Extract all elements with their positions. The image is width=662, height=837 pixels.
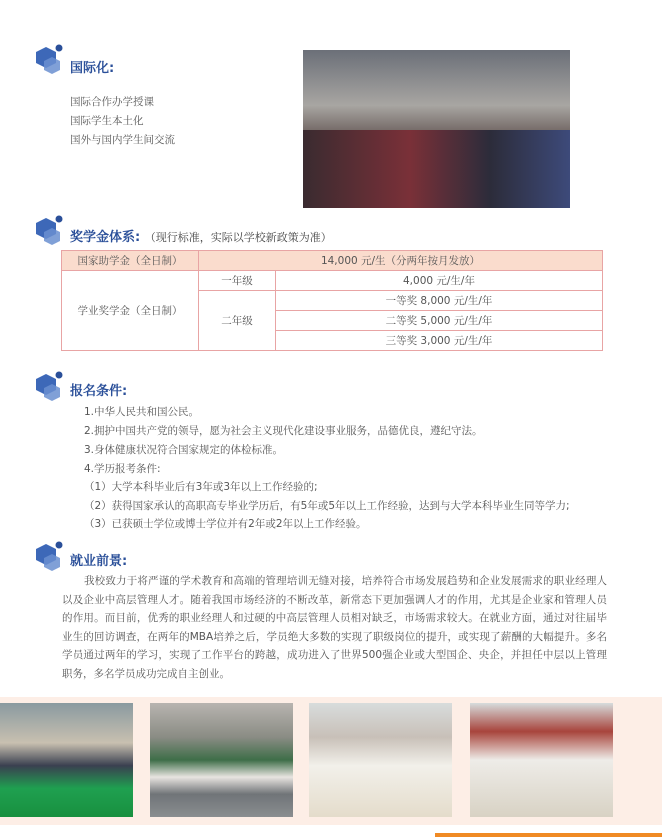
section-title-admission: 报名条件: <box>70 384 128 399</box>
indoor-activity-photo <box>309 703 452 817</box>
admission-item: 3.身体健康状况符合国家规定的体检标准。 <box>84 444 284 456</box>
section-title-career: 就业前景: <box>70 554 128 569</box>
admission-item: 1.中华人民共和国公民。 <box>84 406 200 418</box>
admission-item: 4.学历报考条件: <box>84 463 161 475</box>
year2-label: 二年级 <box>199 291 276 351</box>
year1-label: 一年级 <box>199 271 276 291</box>
year2-value: 一等奖 8,000 元/生/年 <box>276 291 603 311</box>
hexagon-icon <box>32 541 66 575</box>
indoor-group-photo <box>470 703 613 817</box>
intl-item: 国外与国内学生间交流 <box>70 134 175 146</box>
hexagon-icon <box>32 371 66 405</box>
career-paragraph: 我校致力于将严谨的学术教育和高端的管理培训无缝对接，培养符合市场发展趋势和企业发展需求的职业经理人以及企业中高层管理人才。随着我国市场经济的不断改革，新常态下更加强调人才的作用，尤其是企业家和管理人员的作用。而目前，优秀的职业经理人和过硬的中高层管理人员相对缺乏，市场需求较大。在就业方面，通过对往届毕业生的回访调查，在两年的MBA培养之后，学员绝大多数的实现了职级岗位的提升，或实现了薪酬的大幅提升。多名学员通过两年的学习，实现了工作平台的跨越，成功进入了世界500强企业或大型国企、央企，并担任中层以上管理职务，多名学员成功完成自主创业。 <box>62 575 607 680</box>
section-title-international: 国际化: <box>70 61 115 76</box>
intl-item: 国际学生本土化 <box>70 115 144 127</box>
hexagon-icon <box>32 44 66 78</box>
orange-divider <box>435 833 662 837</box>
year2-value: 三等奖 3,000 元/生/年 <box>276 331 603 351</box>
national-label: 国家助学金（全日制） <box>62 251 199 271</box>
admission-item: 2.拥护中国共产党的领导，愿为社会主义现代化建设事业服务，品德优良，遵纪守法。 <box>84 425 483 437</box>
hexagon-icon <box>32 215 66 249</box>
year1-value: 4,000 元/生/年 <box>276 271 603 291</box>
factory-visit-photo <box>0 703 133 817</box>
national-value: 14,000 元/生（分两年按月发放） <box>199 251 603 271</box>
scholarship-note: （现行标准，实际以学校新政策为准） <box>144 231 332 244</box>
year2-value: 二等奖 5,000 元/生/年 <box>276 311 603 331</box>
classroom-photo <box>303 50 570 208</box>
section-title-scholarship: 奖学金体系: （现行标准，实际以学校新政策为准） <box>70 230 332 245</box>
academic-label: 学业奖学金（全日制） <box>62 271 199 351</box>
outdoor-team-photo <box>150 703 293 817</box>
scholarship-table <box>61 250 603 351</box>
admission-item: （2）获得国家承认的高职高专毕业学历后，有5年或5年以上工作经验，达到与大学本科毕业生同等学力; <box>84 500 570 512</box>
admission-item: （3）已获硕士学位或博士学位并有2年或2年以上工作经验。 <box>84 518 367 530</box>
intl-item: 国际合作办学授课 <box>70 96 154 108</box>
admission-item: （1）大学本科毕业后有3年或3年以上工作经验的; <box>84 481 318 493</box>
